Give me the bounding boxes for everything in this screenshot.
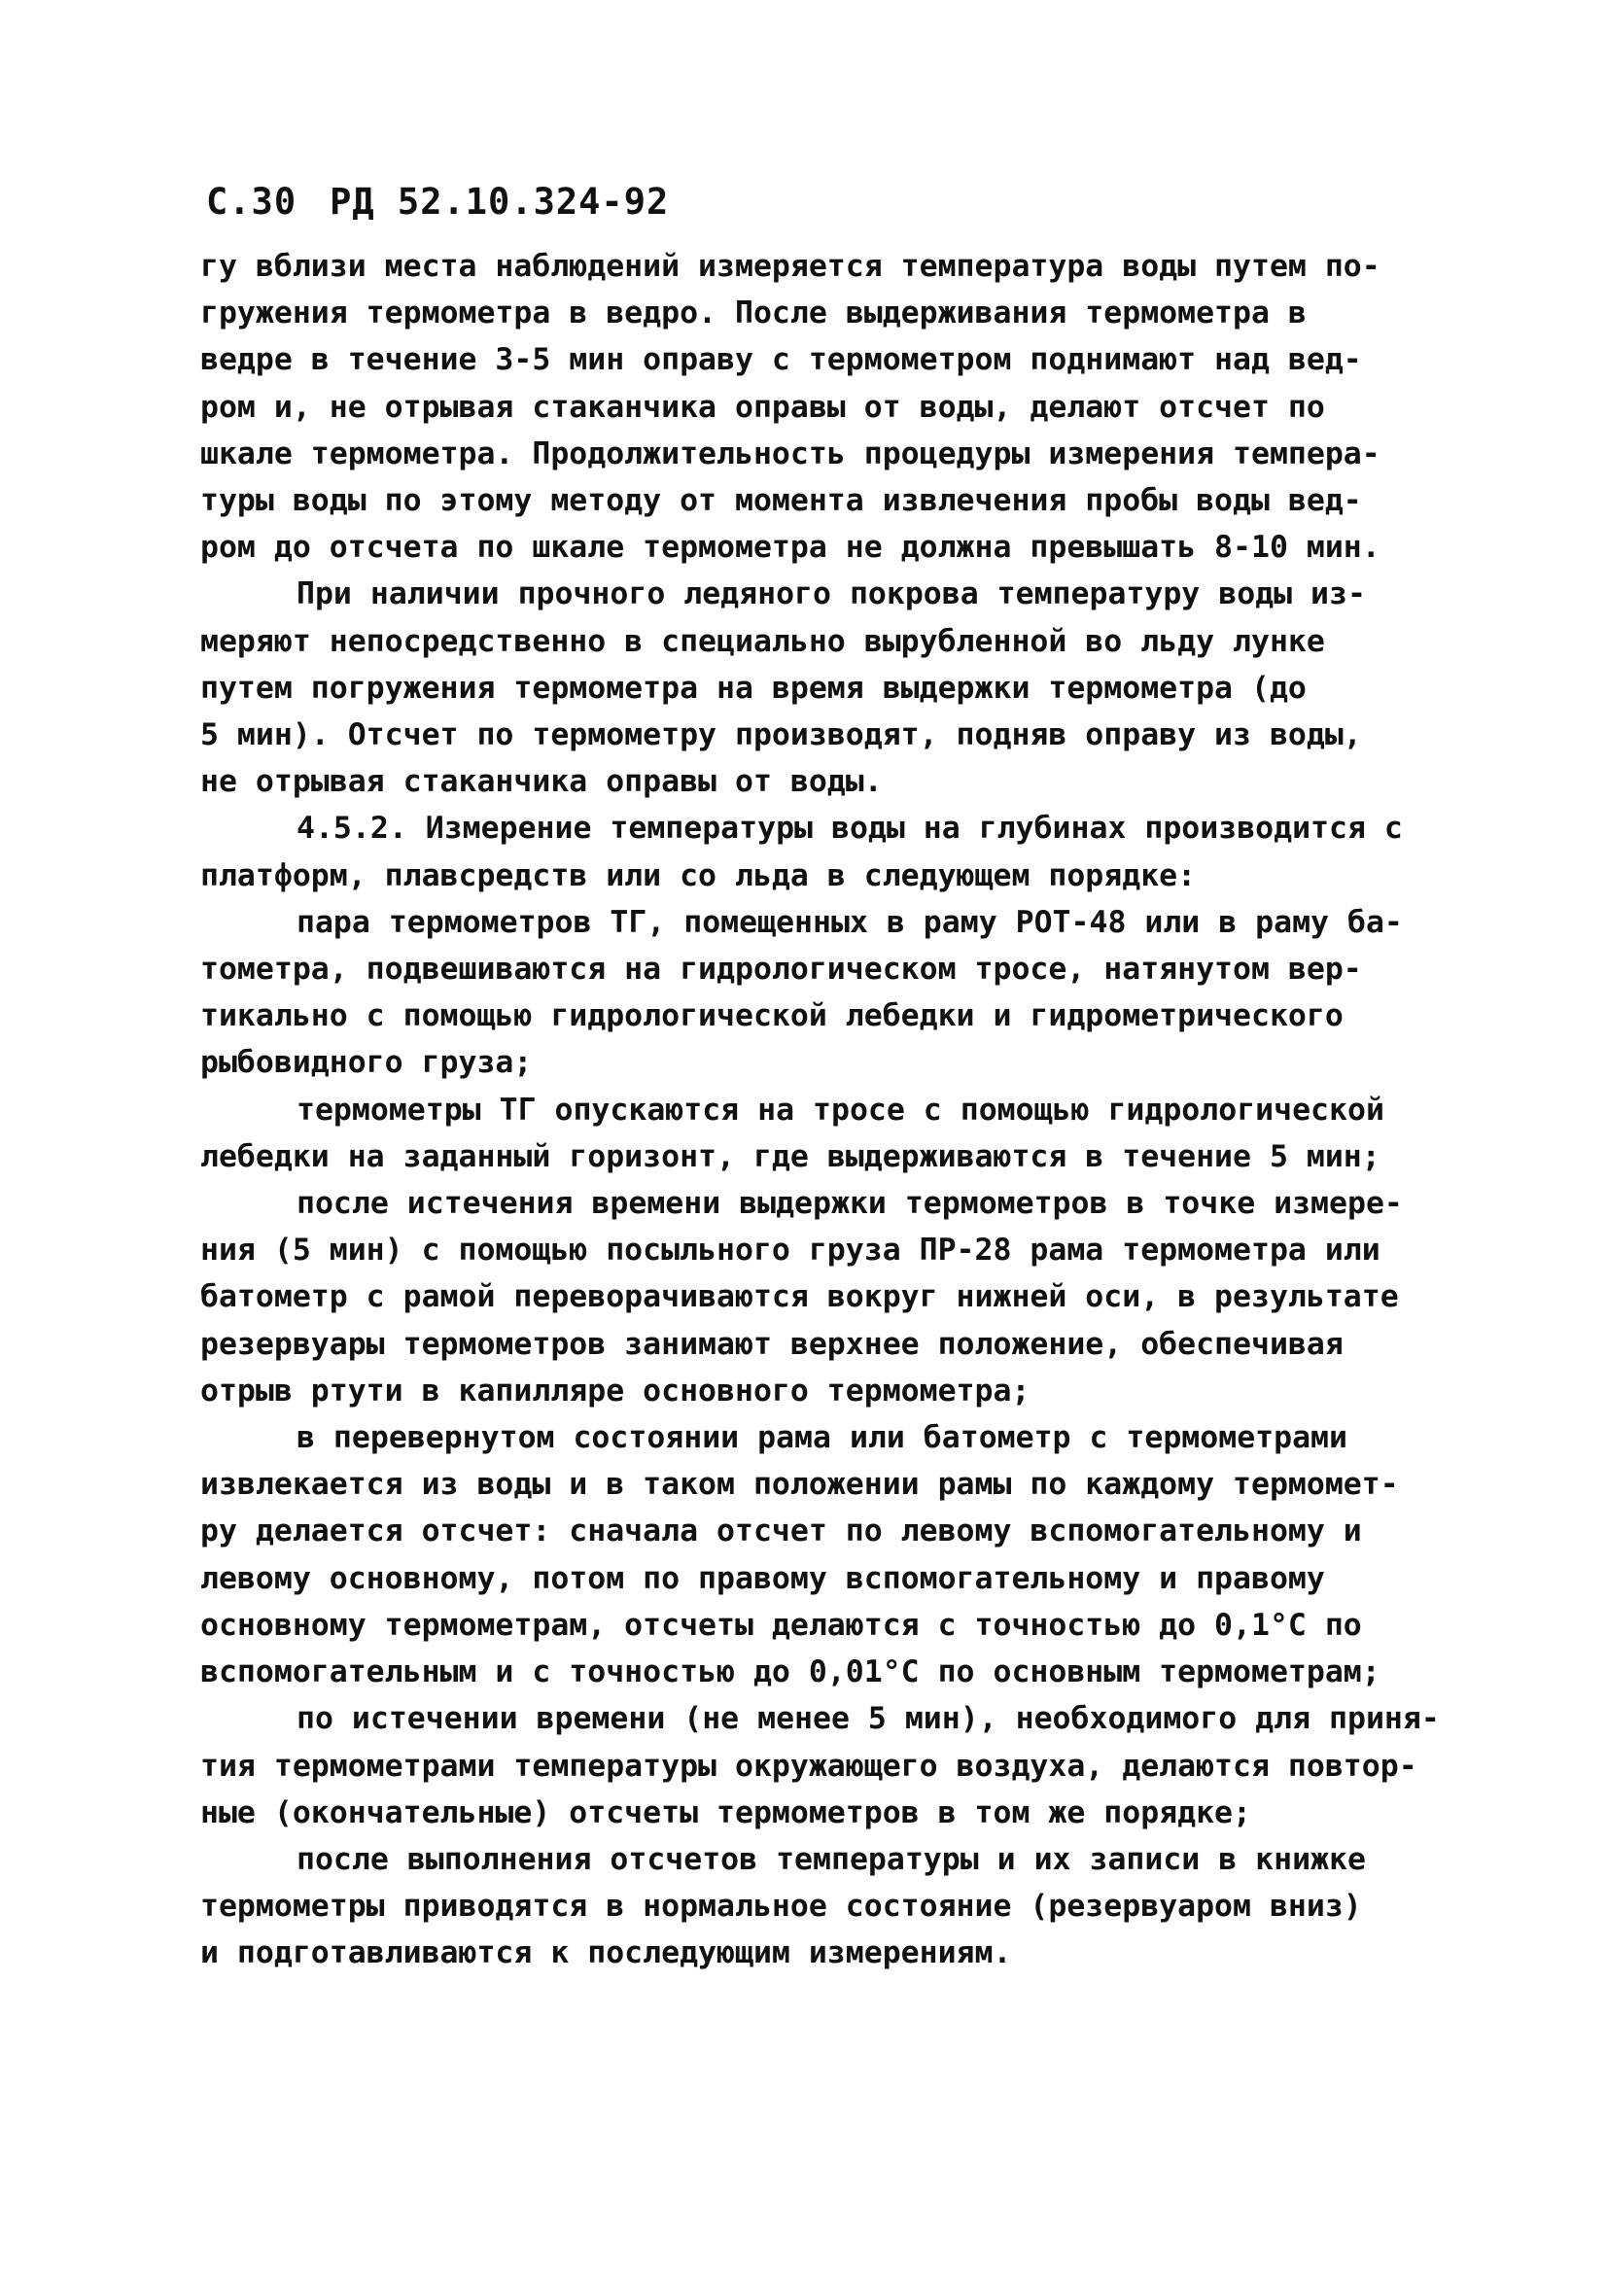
text-line: 5 мин). Отсчет по термометру производят, подняв оправу из воды,: [200, 717, 1362, 753]
text-line: 4.5.2. Измерение температуры воды на глубинах производится с: [297, 811, 1403, 847]
text-line: меряют непосредственно в специально вырубленной во льду лунке: [200, 623, 1325, 659]
text-line: тометра, подвешиваются на гидрологическом тросе, натянутом вер-: [200, 952, 1362, 988]
text-line: извлекается из воды и в таком положении рамы по каждому термомет-: [200, 1467, 1399, 1503]
text-line: ром и, не отрывая стаканчика оправы от воды, делают отсчет по: [200, 389, 1325, 425]
text-line: гружения термометра в ведро. После выдерживания термометра в: [200, 296, 1307, 331]
text-line: пара термометров ТГ, помещенных в раму РОТ-48 или в раму ба-: [297, 904, 1403, 940]
text-line: ния (5 мин) с помощью посыльного груза ПР-28 рама термометра или: [200, 1233, 1380, 1269]
text-line: резервуары термометров занимают верхнее положение, обеспечивая: [200, 1326, 1344, 1362]
text-line: левому основному, потом по правому вспомогательному и правому: [200, 1560, 1325, 1596]
text-line: тия термометрами температуры окружающего воздуха, делаются повтор-: [200, 1748, 1417, 1784]
page-number: С.30: [206, 181, 297, 223]
text-line: отрыв ртути в капилляре основного термометра;: [200, 1373, 1031, 1409]
text-line: не отрывая стаканчика оправы от воды.: [200, 764, 883, 800]
text-line: рыбовидного груза;: [200, 1045, 533, 1081]
text-line: ные (окончательные) отсчеты термометров в том же порядке;: [200, 1794, 1251, 1830]
text-line: батометр с рамой переворачиваются вокруг нижней оси, в результате: [200, 1279, 1399, 1315]
text-line: ведре в течение 3-5 мин оправу с термометром поднимают над вед-: [200, 342, 1362, 378]
text-line: после выполнения отсчетов температуры и их записи в книжке: [297, 1841, 1366, 1877]
text-line: туры воды по этому методу от момента извлечения пробы воды вед-: [200, 483, 1362, 519]
document-body: [200, 243, 1454, 1977]
text-line: шкале термометра. Продолжительность процедуры измерения темпера-: [200, 435, 1380, 471]
text-line: и подготавливаются к последующим измерениям.: [200, 1935, 1012, 1971]
text-line: гу вблизи места наблюдений измеряется температура воды путем по-: [200, 249, 1380, 284]
text-line: ру делается отсчет: сначала отсчет по левому вспомогательному и: [200, 1513, 1362, 1549]
text-line: ром до отсчета по шкале термометра не должна превышать 8-10 мин.: [200, 530, 1380, 566]
text-line: вспомогательным и с точностью до 0,01°С по основным термометрам;: [200, 1654, 1380, 1690]
text-line: по истечении времени (не менее 5 мин), необходимого для приня-: [297, 1701, 1440, 1737]
text-line: лебедки на заданный горизонт, где выдерживаются в течение 5 мин;: [200, 1138, 1380, 1174]
text-line: в перевернутом состоянии рама или батометр с термометрами: [297, 1420, 1347, 1456]
text-line: путем погружения термометра на время выдержки термометра (до: [200, 670, 1307, 706]
text-line: При наличии прочного ледяного покрова температуру воды из-: [297, 576, 1366, 612]
page-header: [206, 181, 669, 223]
text-line: основному термометрам, отсчеты делаются с точностью до 0,1°С по: [200, 1607, 1362, 1643]
text-line: платформ, плавсредств или со льда в следующем порядке:: [200, 857, 1197, 893]
text-line: тикально с помощью гидрологической лебедки и гидрометрического: [200, 998, 1344, 1034]
text-line: термометры приводятся в нормальное состояние (резервуаром вниз): [200, 1889, 1362, 1925]
document-code: РД 52.10.324-92: [330, 181, 670, 223]
text-line: термометры ТГ опускаются на тросе с помощью гидрологической: [297, 1092, 1384, 1128]
text-line: после истечения времени выдержки термометров в точке измере-: [297, 1186, 1403, 1222]
